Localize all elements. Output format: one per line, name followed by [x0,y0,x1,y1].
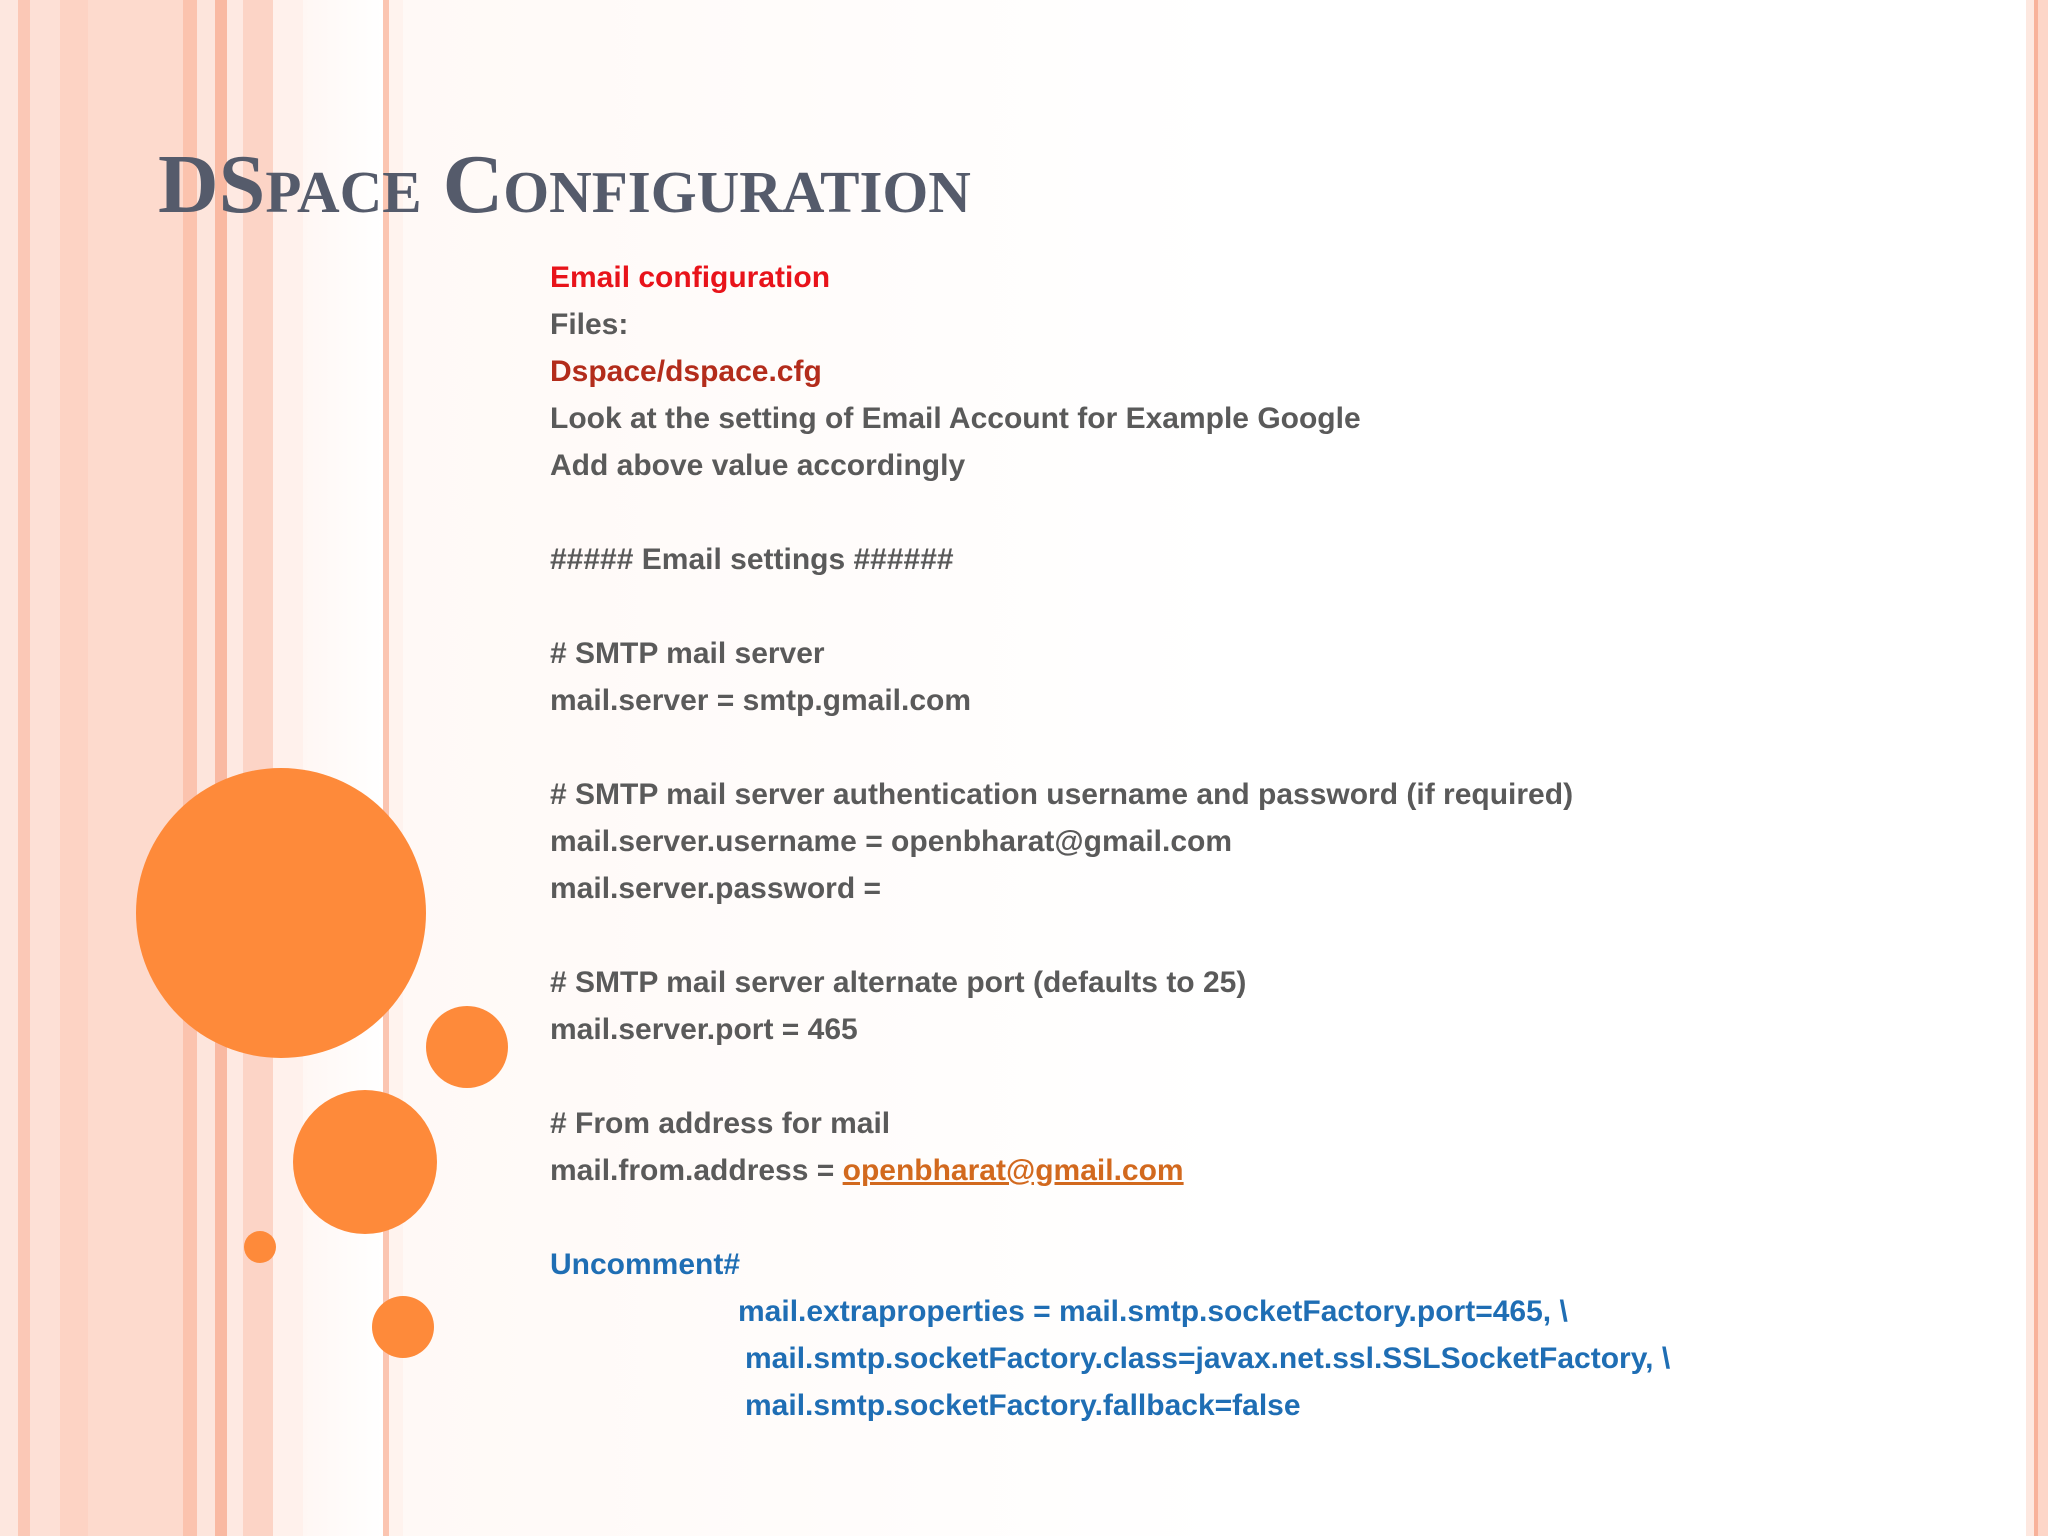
spacer [550,724,1990,771]
decorative-stripe [60,0,88,1536]
email-settings-header: ##### Email settings ###### [550,543,954,576]
email-configuration-heading: Email configuration [550,261,831,294]
slide-body [550,254,1990,1429]
config-file-path: Dspace/dspace.cfg [550,355,822,388]
files-label: Files: [550,308,629,341]
password-setting: mail.server.password = [550,872,882,905]
port-comment: # SMTP mail server alternate port (defaults to 25) [550,966,1247,999]
uncomment-label: Uncomment# [550,1248,741,1281]
slide-title: DSpace Configuration [158,138,971,231]
instruction-line: Look at the setting of Email Account for Example Google [550,402,1361,435]
decorative-stripe [30,0,60,1536]
extra-properties-line: mail.smtp.socketFactory.class=javax.net.ssl.SSLSocketFactory, \ [745,1342,1671,1375]
smtp-server-setting: mail.server = smtp.gmail.com [550,684,972,717]
spacer [550,583,1990,630]
from-address-prefix: mail.from.address = [550,1154,843,1187]
instruction-line: Add above value accordingly [550,449,966,482]
extra-properties-line: mail.smtp.socketFactory.fallback=false [745,1389,1301,1422]
spacer [550,489,1990,536]
decorative-circle-small [426,1006,508,1088]
decorative-circle-tiny [244,1231,276,1263]
decorative-stripe-right [2026,0,2034,1536]
auth-comment: # SMTP mail server authentication username and password (if required) [550,778,1574,811]
username-setting: mail.server.username = openbharat@gmail.com [550,825,1233,858]
spacer [550,1194,1990,1241]
decorative-circle-medium [293,1090,437,1234]
from-email-link[interactable]: openbharat@gmail.com [842,1154,1184,1187]
decorative-stripe [0,0,18,1536]
from-address-comment: # From address for mail [550,1107,891,1140]
port-setting: mail.server.port = 465 [550,1013,858,1046]
smtp-server-comment: # SMTP mail server [550,637,825,670]
decorative-stripe-right [2034,0,2038,1536]
from-address-setting [550,1147,1990,1194]
decorative-circle-large [136,768,426,1058]
spacer [550,1053,1990,1100]
extra-properties-line: mail.extraproperties = mail.smtp.socketFactory.port=465, \ [738,1295,1568,1328]
decorative-stripe-right [2038,0,2048,1536]
decorative-circle-small [372,1296,434,1358]
decorative-stripe [18,0,30,1536]
spacer [550,912,1990,959]
